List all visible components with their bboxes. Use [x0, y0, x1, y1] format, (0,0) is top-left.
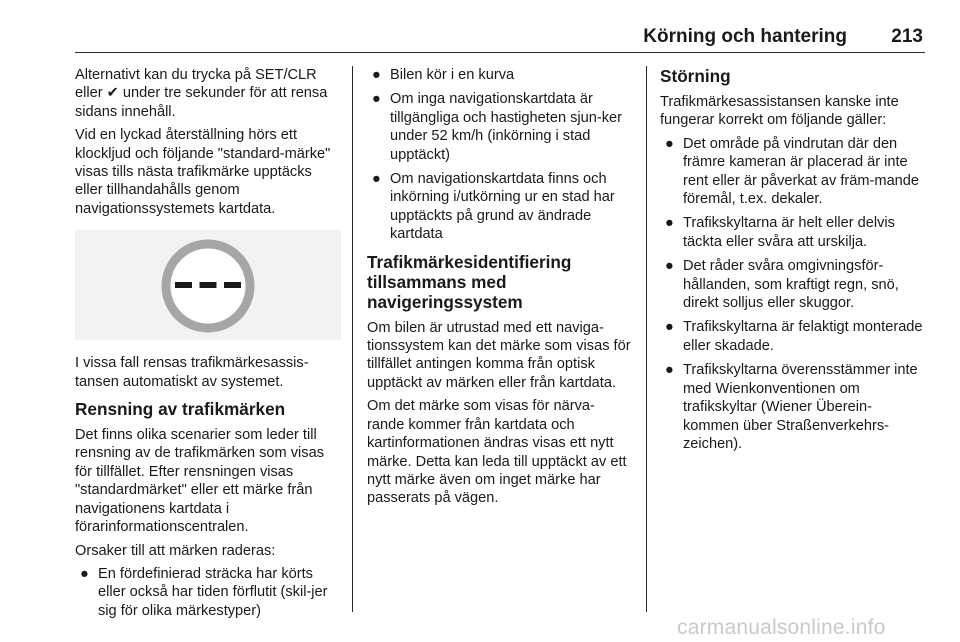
- page-number: 213: [891, 26, 923, 47]
- column-divider-1: [352, 66, 353, 612]
- bullet-icon: ●: [665, 319, 674, 336]
- section-title: Körning och hantering: [643, 26, 847, 47]
- list-item: [660, 318, 926, 355]
- list-item: [367, 90, 632, 164]
- list-item-text: Trafikskyltarna är helt eller delvis täckta eller svåra att urskilja.: [683, 215, 895, 250]
- list-item: [660, 214, 926, 251]
- list-item-text: En fördefinierad sträcka har körts eller också har tiden förflutit (skil-jer sig för olika märkestyper): [98, 565, 328, 619]
- heading-fault: Störning: [660, 66, 731, 86]
- paragraph-fault-intro: Trafikmärkesassistansen kanske inte fungerar korrekt om följande gäller:: [660, 94, 899, 129]
- list-item: [660, 257, 926, 312]
- bullet-icon: ●: [665, 215, 674, 232]
- list-item-text: Trafikskyltarna är felaktigt monterade eller skadade.: [683, 319, 923, 354]
- paragraph-set-clr: Alternativt kan du trycka på SET/CLR eller ✔ under tre sekunder för att rensa sidans innehåll.: [75, 67, 328, 120]
- list-item: [660, 135, 926, 209]
- paragraph-auto-clear: I vissa fall rensas trafikmärkesassis-tansen automatiskt av systemet.: [75, 355, 309, 390]
- list-item: [660, 361, 926, 453]
- list-item: [75, 565, 341, 620]
- column-1: [75, 66, 341, 626]
- heading-navigation: Trafikmärkesidentifiering tillsammans med navigeringssystem: [367, 251, 572, 312]
- column-divider-2: [646, 66, 647, 612]
- list-item-text: Om inga navigationskartdata är tillgängliga och hastigheten sjun-ker under 52 km/h (inkörning i stad upptäckt): [390, 91, 623, 163]
- watermark-link[interactable]: carmanualsonline.info: [677, 616, 886, 639]
- page-header: [75, 0, 925, 53]
- list-item-text: Trafikskyltarna överensstämmer inte med Wienkonventionen om trafikskyltar (Wiener Überein-kommen über Straßenverkehrs-zeichen).: [683, 362, 918, 452]
- paragraph-map-change: Om det märke som visas för närva-rande kommer från kartdata och kartinformationen ändras visas ett nytt märke. Detta kan leda till upptäckt av ett nytt märke även om inget märke har passerats på vägen.: [367, 398, 627, 507]
- reasons-list-continued: [367, 66, 632, 244]
- heading-clearing: Rensning av trafikmärken: [75, 399, 286, 420]
- paragraph-nav-source: Om bilen är utrustad med ett naviga-tionssystem kan det märke som visas för tillfället antingen komma från optisk upptäckt av märken eller från kartdata.: [367, 319, 631, 391]
- column-3: [660, 66, 926, 459]
- column-2: [367, 66, 632, 513]
- standard-sign-icon: [160, 238, 256, 334]
- bullet-icon: ●: [665, 135, 674, 152]
- standard-sign-figure: [75, 230, 341, 340]
- bullet-icon: ●: [665, 258, 674, 275]
- list-item-text: Det område på vindrutan där den främre kameran är placerad är inte rent eller är påverkat av främ-mande föremål, t.ex. dekaler.: [683, 135, 920, 208]
- bullet-icon: ●: [80, 565, 89, 582]
- list-item: [367, 66, 632, 84]
- list-item: [367, 170, 632, 244]
- bullet-icon: ●: [372, 67, 381, 83]
- bullet-icon: ●: [665, 362, 674, 379]
- paragraph-reasons: Orsaker till att märken raderas:: [75, 542, 276, 559]
- fault-list: [660, 135, 926, 454]
- list-item-text: Det råder svåra omgivningsför-hållanden, som kraftigt regn, snö, direkt solljus eller skuggor.: [683, 258, 899, 312]
- reasons-list: [75, 565, 341, 620]
- paragraph-reset: Vid en lyckad återställning hörs ett klockljud och följande "standard-märke" visas tills nästa trafikmärke upptäcks eller tillhandahålls genom navigationssystemets kartdata.: [75, 127, 331, 217]
- paragraph-scenarios: Det finns olika scenarier som leder till rensning av de trafikmärken som visas för tillfället. Efter rensningen visas "standardmärket" eller ett märke från navigationens kartdata i förarinformationscentralen.: [75, 427, 325, 536]
- bullet-icon: ●: [372, 91, 381, 108]
- bullet-icon: ●: [372, 171, 381, 188]
- list-item-text: Bilen kör i en kurva: [390, 67, 515, 83]
- list-item-text: Om navigationskartdata finns och inkörning i/utkörning ur en stad har upptäckts på grund av ändrade kartdata: [390, 171, 615, 243]
